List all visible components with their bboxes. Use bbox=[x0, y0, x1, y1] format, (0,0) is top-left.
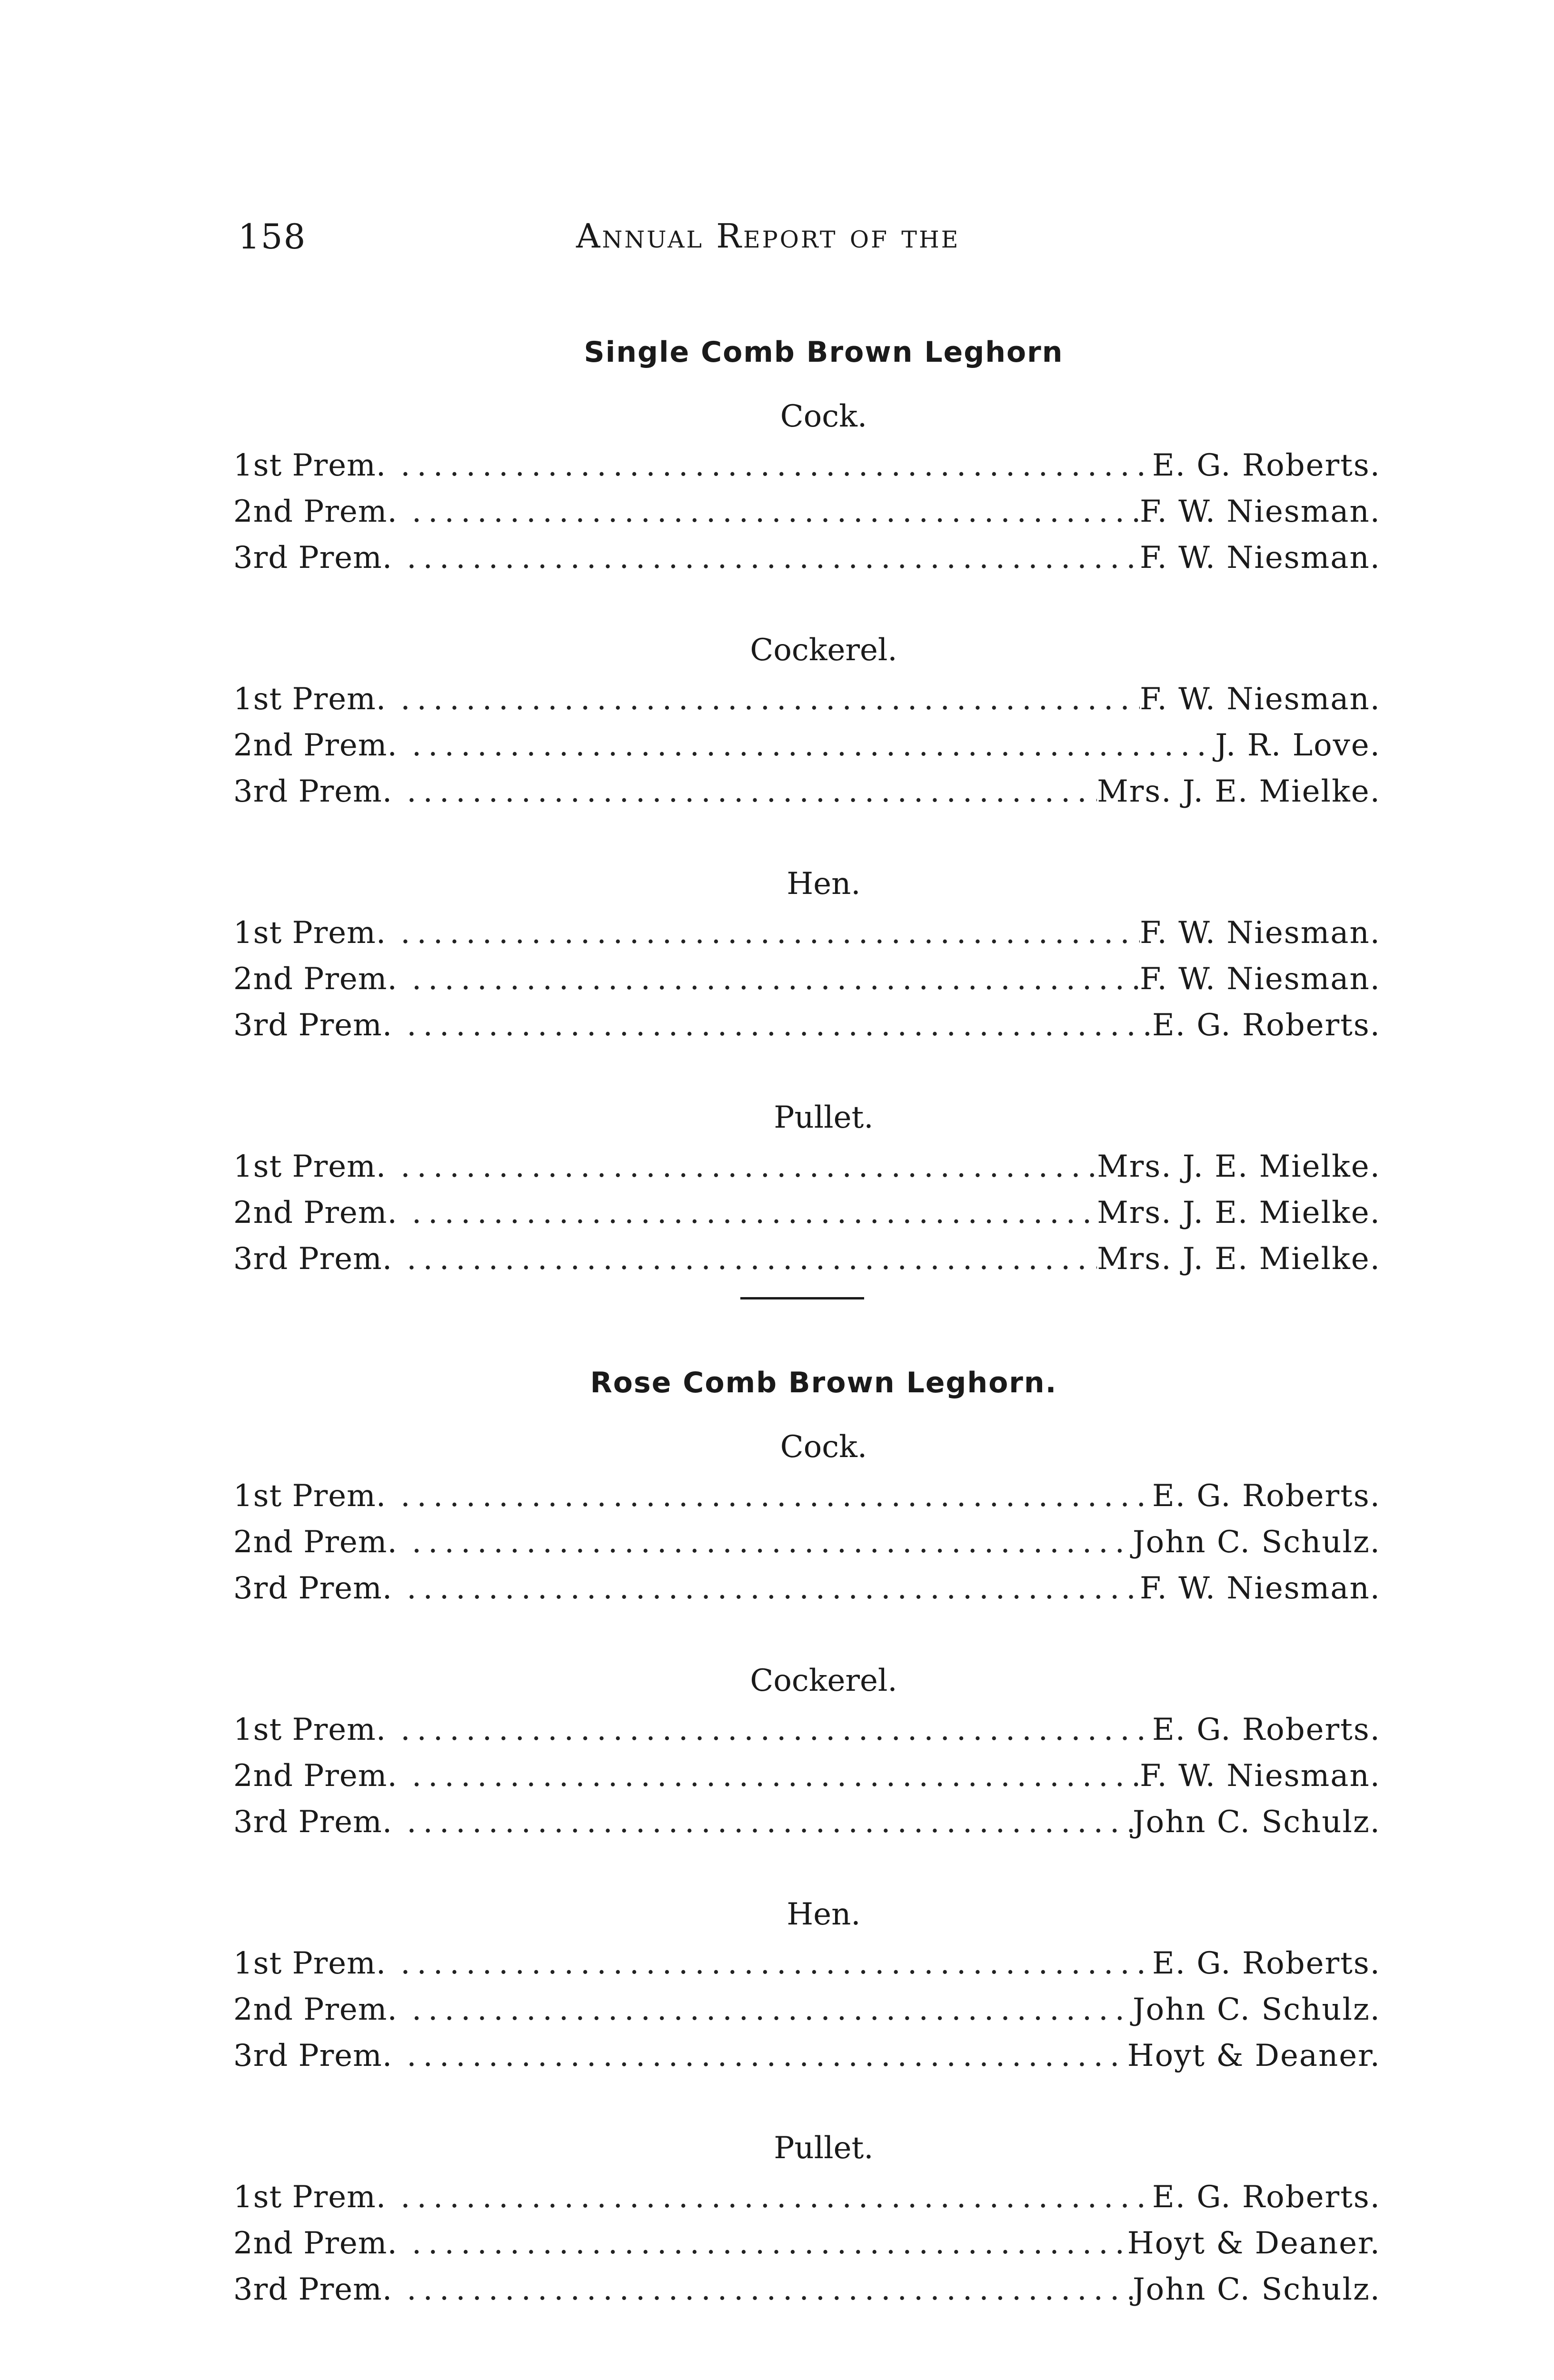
leader-dots bbox=[412, 1190, 1097, 1236]
entry-row bbox=[233, 1987, 1381, 2033]
leader-dots bbox=[400, 1707, 1152, 1753]
entry-row bbox=[233, 1002, 1381, 1049]
entry-row bbox=[233, 910, 1381, 956]
entry-place: 3rd Prem. bbox=[233, 1805, 393, 1840]
entry-winner: E. G. Roberts. bbox=[1152, 1008, 1381, 1043]
entry-winner: Hoyt & Deaner. bbox=[1127, 2226, 1381, 2261]
group-title: Pullet. bbox=[774, 1100, 874, 1135]
running-head: Annual Report of the bbox=[576, 217, 960, 256]
entry-place: 3rd Prem. bbox=[233, 774, 393, 809]
entry-place: 3rd Prem. bbox=[233, 1241, 393, 1277]
leader-dots bbox=[407, 1236, 1097, 1282]
section-rose-comb-brown-leghorn bbox=[233, 1354, 1381, 2346]
leader-dots bbox=[412, 489, 1140, 535]
group-pullet bbox=[233, 2112, 1381, 2313]
entry-row bbox=[233, 489, 1381, 535]
group-hen bbox=[233, 1879, 1381, 2079]
leader-dots bbox=[400, 1473, 1152, 1519]
leader-dots bbox=[412, 723, 1215, 769]
entry-row bbox=[233, 1144, 1381, 1190]
leader-dots bbox=[400, 2174, 1152, 2221]
entry-row bbox=[233, 2267, 1381, 2313]
entry-winner: F. W. Niesman. bbox=[1140, 1758, 1381, 1794]
leader-dots bbox=[407, 2033, 1127, 2079]
entry-winner: E. G. Roberts. bbox=[1152, 1946, 1381, 1981]
entry-place: 1st Prem. bbox=[233, 1149, 387, 1184]
leader-dots bbox=[400, 443, 1152, 489]
leader-dots bbox=[407, 2267, 1133, 2313]
entry-row bbox=[233, 1753, 1381, 1799]
entry-row bbox=[233, 2174, 1381, 2221]
entry-place: 1st Prem. bbox=[233, 915, 387, 951]
entry-place: 3rd Prem. bbox=[233, 1571, 393, 1606]
entry-place: 2nd Prem. bbox=[233, 1758, 398, 1794]
entry-row bbox=[233, 1519, 1381, 1566]
group-title: Hen. bbox=[787, 866, 861, 902]
leader-dots bbox=[400, 676, 1140, 723]
group-title: Hen. bbox=[787, 1897, 861, 1932]
entry-winner: Mrs. J. E. Mielke. bbox=[1097, 1195, 1381, 1230]
group-title: Cock. bbox=[780, 1429, 867, 1465]
page-header bbox=[238, 217, 1381, 269]
entry-winner: John C. Schulz. bbox=[1133, 1992, 1381, 2027]
entry-row bbox=[233, 1473, 1381, 1519]
entry-winner: F. W. Niesman. bbox=[1140, 915, 1381, 951]
entry-winner: F. W. Niesman. bbox=[1140, 540, 1381, 575]
entry-row bbox=[233, 1236, 1381, 1282]
leader-dots bbox=[412, 956, 1140, 1002]
entry-place: 2nd Prem. bbox=[233, 962, 398, 997]
entry-place: 3rd Prem. bbox=[233, 2272, 393, 2307]
entry-place: 2nd Prem. bbox=[233, 1992, 398, 2027]
entry-row bbox=[233, 1941, 1381, 1987]
leader-dots bbox=[412, 1519, 1133, 1566]
section-divider bbox=[740, 1297, 864, 1299]
entry-row bbox=[233, 676, 1381, 723]
entry-row bbox=[233, 2221, 1381, 2267]
entry-place: 2nd Prem. bbox=[233, 728, 398, 763]
entry-row bbox=[233, 443, 1381, 489]
entry-row bbox=[233, 1190, 1381, 1236]
entry-place: 1st Prem. bbox=[233, 1712, 387, 1747]
entry-place: 1st Prem. bbox=[233, 2180, 387, 2215]
group-title: Cockerel. bbox=[750, 633, 897, 668]
group-cock bbox=[233, 381, 1381, 581]
entry-row bbox=[233, 1566, 1381, 1612]
entry-winner: Mrs. J. E. Mielke. bbox=[1097, 1149, 1381, 1184]
entry-row bbox=[233, 1707, 1381, 1753]
leader-dots bbox=[407, 769, 1097, 815]
entry-place: 2nd Prem. bbox=[233, 494, 398, 529]
leader-dots bbox=[407, 1566, 1140, 1612]
group-cock bbox=[233, 1411, 1381, 1612]
leader-dots bbox=[412, 1753, 1140, 1799]
entry-row bbox=[233, 2033, 1381, 2079]
leader-dots bbox=[412, 1987, 1133, 2033]
leader-dots bbox=[407, 1799, 1133, 1845]
entry-winner: F. W. Niesman. bbox=[1140, 494, 1381, 529]
entry-winner: E. G. Roberts. bbox=[1152, 1478, 1381, 1514]
group-hen bbox=[233, 848, 1381, 1049]
entry-place: 1st Prem. bbox=[233, 1946, 387, 1981]
entry-place: 2nd Prem. bbox=[233, 1525, 398, 1560]
entry-winner: E. G. Roberts. bbox=[1152, 1712, 1381, 1747]
group-title: Pullet. bbox=[774, 2131, 874, 2166]
leader-dots bbox=[400, 910, 1140, 956]
entry-place: 3rd Prem. bbox=[233, 540, 393, 575]
entry-place: 2nd Prem. bbox=[233, 1195, 398, 1230]
leader-dots bbox=[407, 1002, 1152, 1049]
entry-winner: Mrs. J. E. Mielke. bbox=[1097, 774, 1381, 809]
leader-dots bbox=[412, 2221, 1127, 2267]
page-number: 158 bbox=[238, 217, 307, 257]
leader-dots bbox=[407, 535, 1140, 581]
entry-row bbox=[233, 723, 1381, 769]
group-pullet bbox=[233, 1082, 1381, 1282]
entry-place: 3rd Prem. bbox=[233, 2038, 393, 2073]
entry-winner: John C. Schulz. bbox=[1133, 2272, 1381, 2307]
entry-place: 1st Prem. bbox=[233, 448, 387, 483]
entry-place: 1st Prem. bbox=[233, 682, 387, 717]
section-title: Single Comb Brown Leghorn bbox=[584, 336, 1064, 369]
entry-winner: F. W. Niesman. bbox=[1140, 962, 1381, 997]
entry-row bbox=[233, 1799, 1381, 1845]
section-single-comb-brown-leghorn bbox=[233, 324, 1381, 1316]
group-title: Cock. bbox=[780, 399, 867, 434]
entry-winner: Hoyt & Deaner. bbox=[1127, 2038, 1381, 2073]
entry-row bbox=[233, 769, 1381, 815]
entry-winner: John C. Schulz. bbox=[1133, 1525, 1381, 1560]
entry-winner: E. G. Roberts. bbox=[1152, 2180, 1381, 2215]
entry-winner: F. W. Niesman. bbox=[1140, 1571, 1381, 1606]
entry-place: 3rd Prem. bbox=[233, 1008, 393, 1043]
entry-place: 2nd Prem. bbox=[233, 2226, 398, 2261]
entry-row bbox=[233, 535, 1381, 581]
section-title: Rose Comb Brown Leghorn. bbox=[590, 1366, 1057, 1399]
entry-winner: John C. Schulz. bbox=[1133, 1805, 1381, 1840]
entry-winner: Mrs. J. E. Mielke. bbox=[1097, 1241, 1381, 1277]
entry-row bbox=[233, 956, 1381, 1002]
group-cockerel bbox=[233, 1645, 1381, 1845]
entry-winner: J. R. Love. bbox=[1215, 728, 1381, 763]
entry-winner: F. W. Niesman. bbox=[1140, 682, 1381, 717]
leader-dots bbox=[400, 1144, 1097, 1190]
group-cockerel bbox=[233, 615, 1381, 815]
leader-dots bbox=[400, 1941, 1152, 1987]
entry-winner: E. G. Roberts. bbox=[1152, 448, 1381, 483]
group-title: Cockerel. bbox=[750, 1663, 897, 1698]
entry-place: 1st Prem. bbox=[233, 1478, 387, 1514]
